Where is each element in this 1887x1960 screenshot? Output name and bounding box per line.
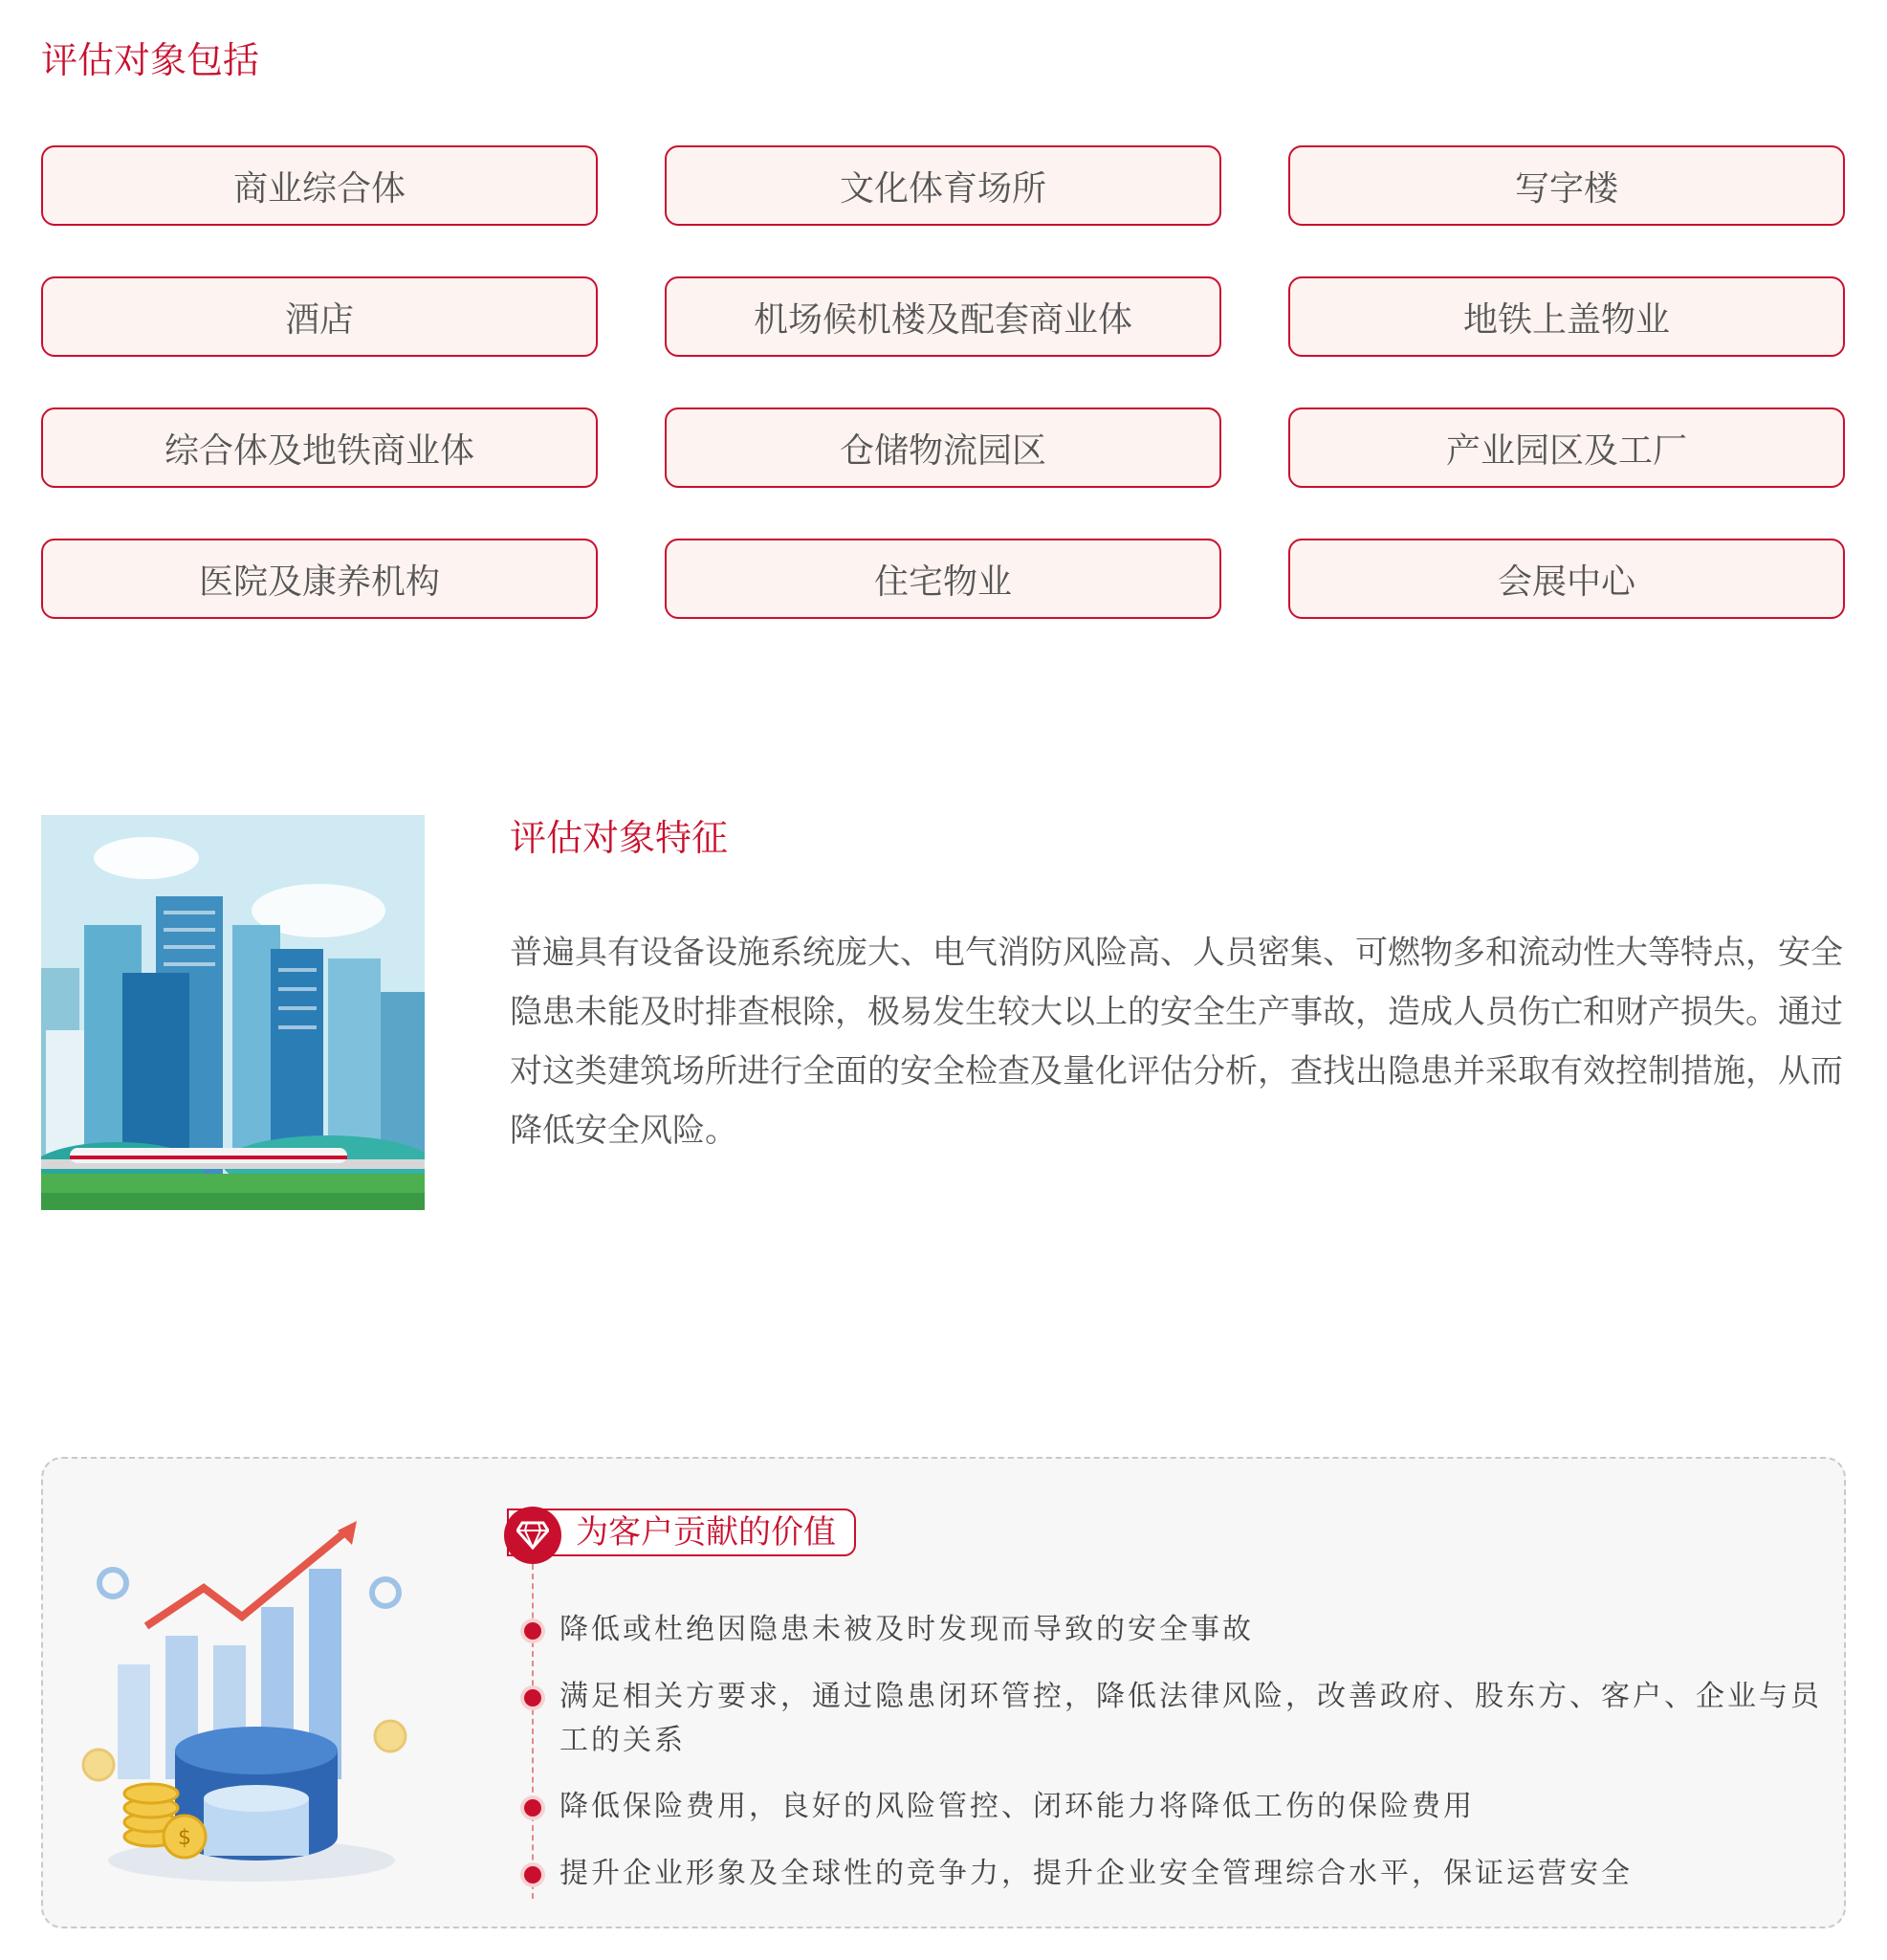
bullet-dot	[524, 1689, 541, 1707]
diamond-icon	[504, 1507, 561, 1564]
object-chip: 酒店	[41, 276, 598, 357]
section-title-features: 评估对象特征	[510, 817, 729, 859]
object-chip: 商业综合体	[41, 145, 598, 226]
object-chip: 写字楼	[1288, 145, 1845, 226]
bullet-dot	[524, 1799, 541, 1817]
bullet-dot	[524, 1866, 541, 1883]
object-chip: 机场候机楼及配套商业体	[665, 276, 1221, 357]
growth-chart-illustration	[60, 1511, 443, 1894]
value-item: 降低保险费用，良好的风险管控、闭环能力将降低工伤的保险费用	[560, 1790, 1475, 1823]
value-badge-label: 为客户贡献的价值	[576, 1513, 836, 1552]
object-chip: 仓储物流园区	[665, 407, 1221, 488]
timeline-line	[532, 1564, 534, 1899]
bullet-dot	[524, 1622, 541, 1640]
value-item: 降低或杜绝因隐患未被及时发现而导致的安全事故	[560, 1613, 1254, 1646]
city-skyline-illustration	[41, 815, 425, 1210]
features-paragraph: 普遍具有设备设施系统庞大、电气消防风险高、人员密集、可燃物多和流动性大等特点，安全隐患未能及时排查根除，极易发生较大以上的安全生产事故，造成人员伤亡和财产损失。通过对这类建筑场所进行全面的安全检查及量化评估分析，查找出隐患并采取有效控制措施，从而降低安全风险。	[510, 934, 1843, 1150]
object-chip: 产业园区及工厂	[1288, 407, 1845, 488]
object-chip: 医院及康养机构	[41, 539, 598, 619]
objects-grid	[41, 145, 1846, 619]
object-chip: 会展中心	[1288, 539, 1845, 619]
svg-text:$: $	[178, 1826, 191, 1850]
object-chip: 文化体育场所	[665, 145, 1221, 226]
value-panel	[41, 1457, 1846, 1928]
object-chip: 综合体及地铁商业体	[41, 407, 598, 488]
value-item: 提升企业形象及全球性的竞争力，提升企业安全管理综合水平，保证运营安全	[560, 1857, 1633, 1890]
value-item: 满足相关方要求，通过隐患闭环管控，降低法律风险，改善政府、股东方、客户、企业与员工的关系	[560, 1680, 1822, 1757]
object-chip: 住宅物业	[665, 539, 1221, 619]
section-title-objects: 评估对象包括	[41, 39, 260, 81]
object-chip: 地铁上盖物业	[1288, 276, 1845, 357]
